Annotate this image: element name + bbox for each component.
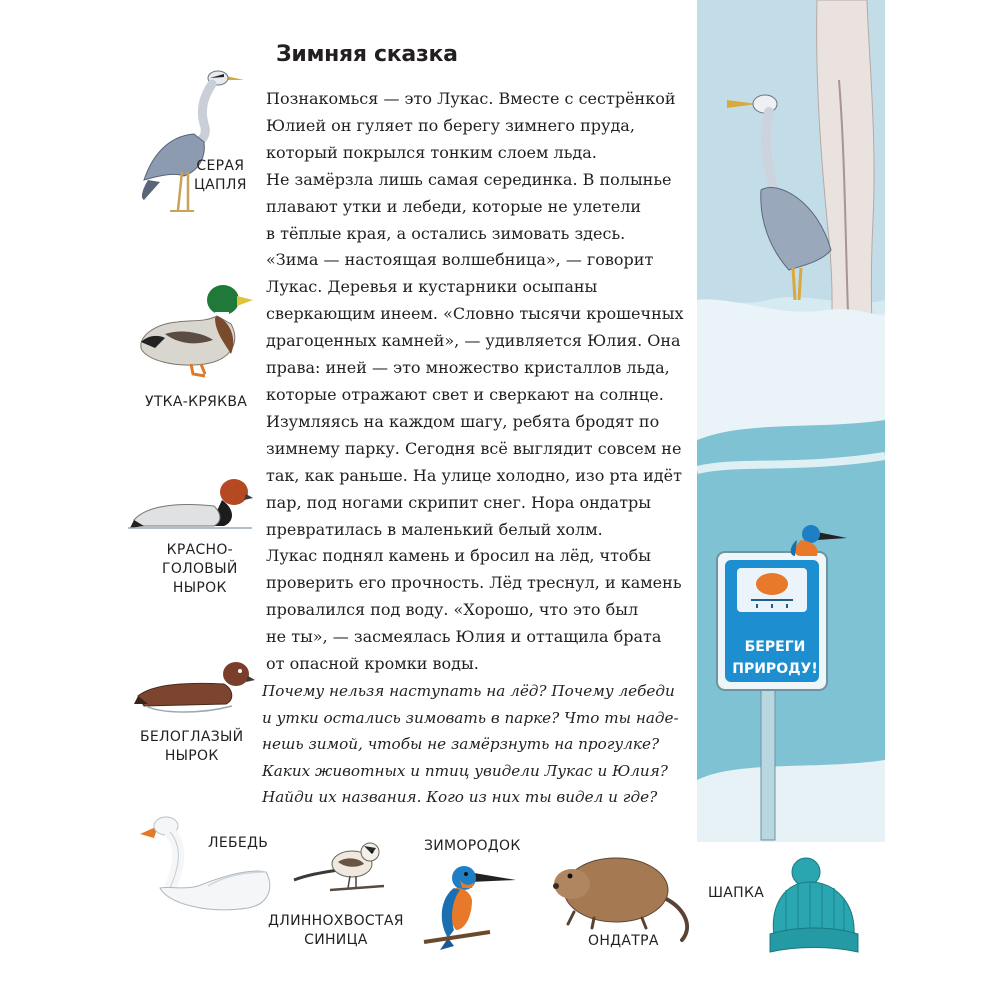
ferruginous-duck-icon — [132, 658, 256, 716]
story-line: зимнему парку. Сегодня всё выглядит совсем не — [266, 438, 682, 458]
story-line: сверкающим инеем. «Словно тысячи крошечных — [266, 304, 684, 324]
long-tailed-tit-icon — [290, 836, 390, 902]
label-kingfisher: ЗИМОРОДОК — [424, 838, 521, 854]
question-line: нешь зимой, чтобы не замёрзнуть на прогулке? — [262, 735, 660, 753]
muskrat-icon — [550, 834, 696, 944]
story-line: превратилась в маленький белый холм. — [266, 519, 603, 539]
story-line: Лукас поднял камень и бросил на лёд, чтобы — [266, 546, 651, 566]
mute-swan-icon — [138, 808, 276, 920]
question-line: Каких животных и птиц увидели Лукас и Юлия? — [262, 761, 668, 780]
story-line: не ты», — засмеялась Юлия и оттащила брата — [266, 627, 662, 647]
label-mallard: УТКА-КРЯКВА — [145, 394, 248, 410]
story-line: пар, под ногами скрипит снег. Нора ондатры — [266, 492, 652, 512]
story-line: так, как раньше. На улице холодно, изо рта идёт — [266, 465, 682, 485]
story-line: который покрылся тонким слоем льда. — [266, 142, 597, 162]
question-line: Найди их названия. Кого из них ты видел и где? — [262, 788, 658, 806]
questions-text — [262, 678, 692, 811]
question-line: Почему нельзя наступать на лёд? Почему лебеди — [262, 682, 675, 700]
story-line: от опасной кромки воды. — [266, 654, 479, 674]
story-line: Не замёрзла лишь самая серединка. В полынье — [266, 169, 672, 189]
story-line: провалился под воду. «Хорошо, что это был — [266, 600, 639, 620]
kingfisher-icon — [420, 858, 520, 952]
story-line: Лукас. Деревья и кустарники осыпаны — [266, 277, 598, 297]
label-long-tailed-tit: ДЛИННОХВОСТАЯ СИНИЦА — [268, 913, 404, 948]
mallard-duck-icon — [135, 278, 255, 382]
story-line: плавают утки и лебеди, которые не улетели — [266, 196, 642, 216]
label-ferruginous: БЕЛОГЛАЗЫЙ НЫРОК — [140, 729, 244, 764]
story-line: которые отражают свет и сверкают на солнце. — [266, 384, 664, 404]
story-line: Юлией он гуляет по берегу зимнего пруда, — [266, 115, 635, 135]
winter-scene-illustration — [697, 0, 885, 842]
story-line: Познакомься — это Лукас. Вместе с сестрёнкой — [266, 89, 676, 108]
common-pochard-icon — [126, 470, 254, 532]
label-hat: ШАПКА — [708, 885, 765, 901]
question-line: и утки остались зимовать в парке? Что ты наде- — [262, 708, 679, 727]
page-title: Зимняя сказка — [276, 42, 458, 67]
label-muskrat: ОНДАТРА — [588, 933, 659, 949]
label-swan: ЛЕБЕДЬ — [208, 835, 269, 851]
label-grey-heron: СЕРАЯ ЦАПЛЯ — [194, 158, 247, 193]
story-line: драгоценных камней», — удивляется Юлия. Она — [266, 331, 681, 351]
story-line: проверить его прочность. Лёд треснул, и камень — [266, 573, 682, 593]
sign-protect-nature: БЕРЕГИ ПРИРОДУ! — [732, 639, 818, 677]
story-line: в тёплые края, а остались зимовать здесь. — [266, 223, 626, 243]
knit-hat-icon — [766, 856, 862, 956]
label-pochard: КРАСНО- ГОЛОВЫЙ НЫРОК — [162, 542, 238, 596]
story-line: права: иней — это множество кристаллов льда, — [266, 358, 670, 378]
story-line: «Зима — настоящая волшебница», — говорит — [266, 250, 654, 270]
story-text — [266, 86, 696, 678]
story-line: Изумляясь на каждом шагу, ребята бродят по — [266, 411, 660, 431]
